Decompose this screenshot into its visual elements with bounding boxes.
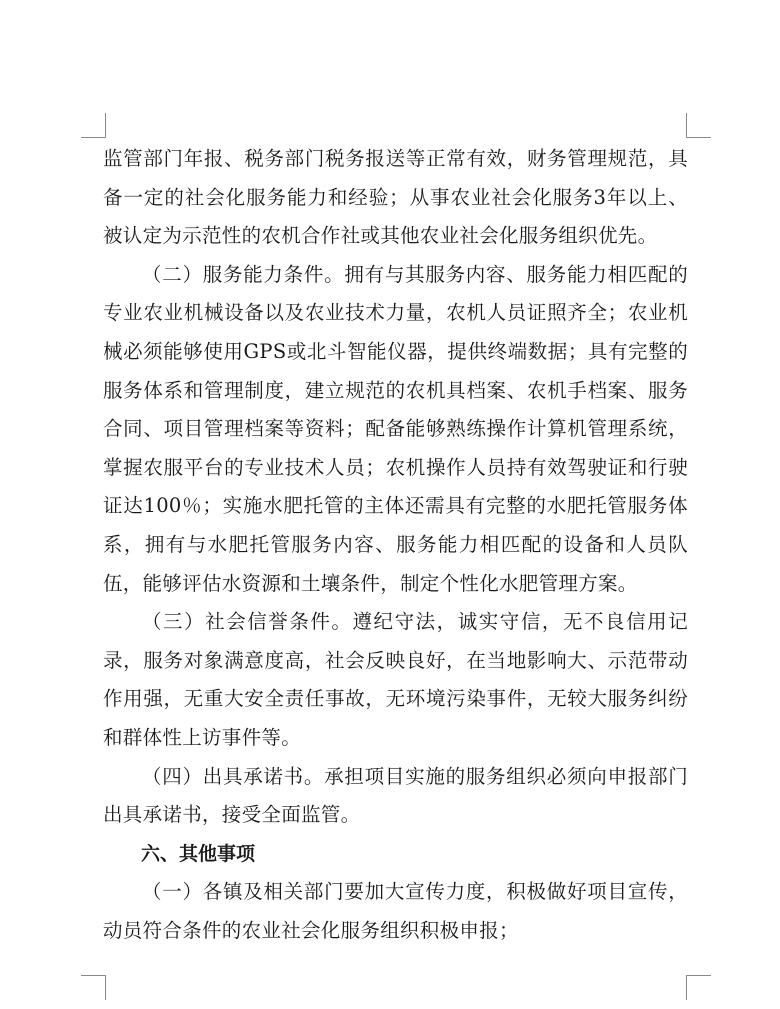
paragraph-continued: 监管部门年报、税务部门税务报送等正常有效，财务管理规范，具备一定的社会化服务能力和经验；从事农业社会化服务3年以上、被认定为示范性的农机合作社或其他农业社会化服务组织优先。 [103,147,688,248]
paragraph-social-credit: （三）社会信誉条件。遵纪守法，诚实守信，无不良信用记录，服务对象满意度高，社会反映良好，在当地影响大、示范带动作用强，无重大安全责任事故，无环境污染事件，无较大服务纠纷和群体性上访事件等。 [103,610,688,749]
document-body [103,140,688,950]
crop-mark-bottom-right [686,975,711,1000]
paragraph-service-capability: （二）服务能力条件。拥有与其服务内容、服务能力相匹配的专业农业机械设备以及农业技术力量，农机人员证照齐全；农业机械必须能够使用GPS或北斗智能仪器，提供终端数据；具有完整的服务体系和管理制度，建立规范的农机具档案、农机手档案、服务合同、项目管理档案等资料；配备能够熟练操作计算机管理系统，掌握农服平台的专业技术人员；农机操作人员持有效驾驶证和行驶证达100％；实施水肥托管的主体还需具有完整的水肥托管服务体系，拥有与水肥托管服务内容、服务能力相匹配的设备和人员队伍，能够评估水资源和土壤条件，制定个性化水肥管理方案。 [103,262,688,595]
section-heading-other-matters: 六、其他事项 [141,842,256,865]
crop-mark-top-left [81,113,106,138]
crop-mark-bottom-left [81,975,106,1000]
crop-mark-top-right [686,113,711,138]
paragraph-commitment-letter: （四）出具承诺书。承担项目实施的服务组织必须向申报部门出具承诺书，接受全面监管。 [103,764,688,827]
paragraph-publicity: （一）各镇及相关部门要加大宣传力度，积极做好项目宣传，动员符合条件的农业社会化服务组织积极申报； [103,880,688,942]
